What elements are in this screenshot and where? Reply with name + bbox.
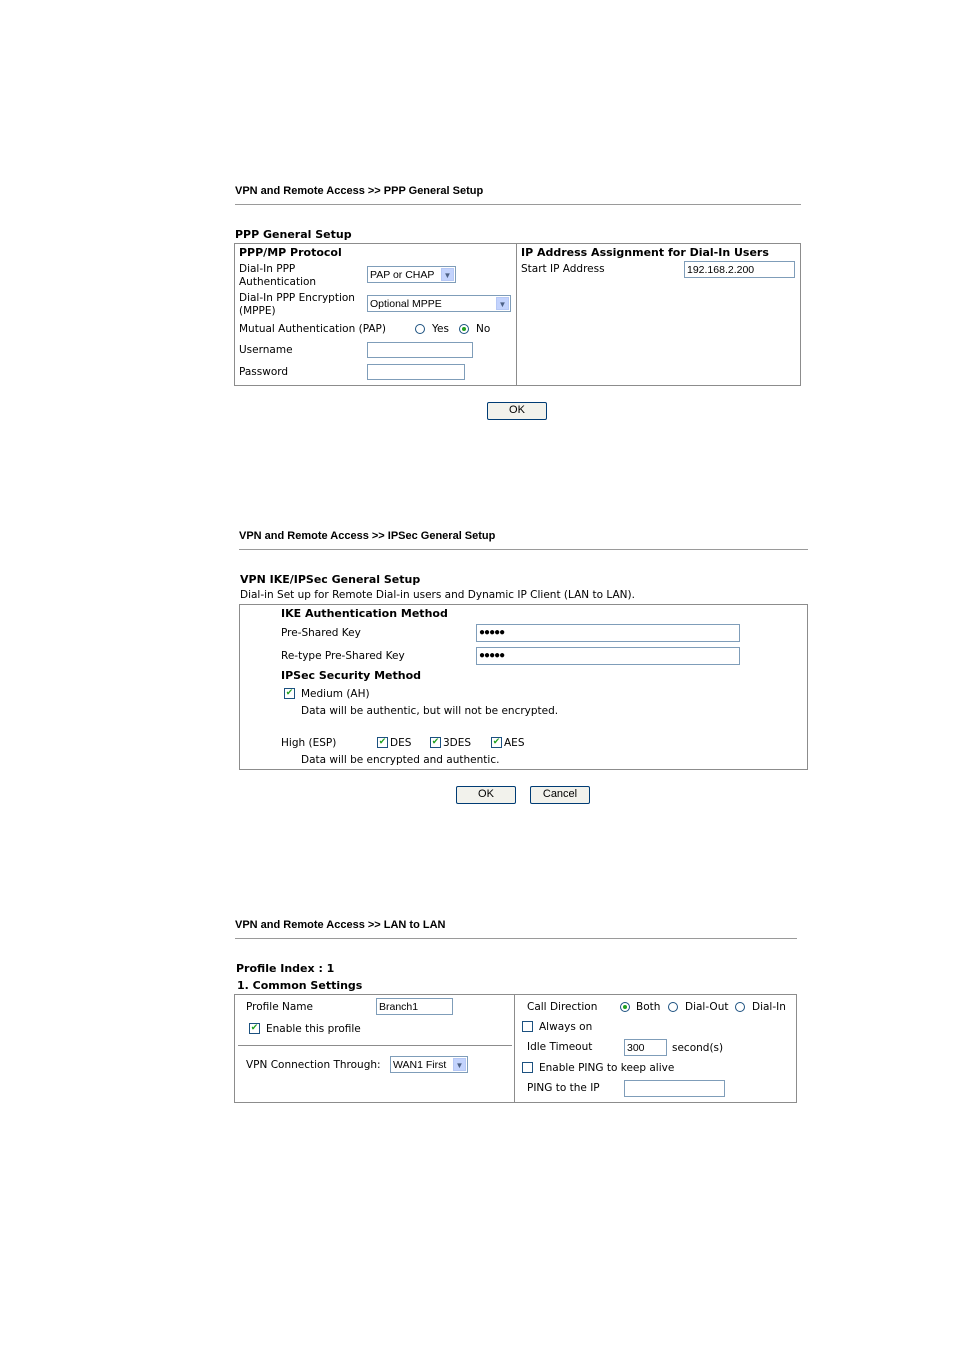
des-label: DES xyxy=(390,737,412,749)
breadcrumb: VPN and Remote Access >> PPP General Setup xyxy=(235,185,484,197)
start-ip-label: Start IP Address xyxy=(521,263,605,275)
auth-select-value: PAP or CHAP xyxy=(370,269,435,281)
no-label: No xyxy=(476,323,491,335)
call-direction-dialin-radio[interactable] xyxy=(735,1002,745,1012)
medium-ah-label: Medium (AH) xyxy=(301,688,370,700)
encryption-select-value: Optional MPPE xyxy=(370,298,442,310)
call-direction-both-radio[interactable] xyxy=(620,1002,630,1012)
section-title: PPP General Setup xyxy=(235,228,352,241)
row-divider xyxy=(238,1045,512,1046)
password-input[interactable] xyxy=(367,364,465,380)
ppp-protocol-header: PPP/MP Protocol xyxy=(239,246,342,259)
auth-label: Dial-In PPP xyxy=(239,263,296,275)
checkmark-icon: ✔ xyxy=(250,1023,259,1033)
chevron-down-icon: ▼ xyxy=(441,268,454,281)
profile-name-input[interactable]: Branch1 xyxy=(376,998,453,1015)
chevron-down-icon: ▼ xyxy=(496,297,509,310)
both-label: Both xyxy=(636,1001,661,1013)
divider xyxy=(239,549,808,550)
password-label: Password xyxy=(239,366,289,378)
enable-profile-label: Enable this profile xyxy=(266,1023,361,1035)
checkmark-icon: ✔ xyxy=(285,688,294,698)
dialin-label: Dial-In xyxy=(752,1001,786,1013)
seconds-label: second(s) xyxy=(672,1042,724,1054)
checkmark-icon: ✔ xyxy=(492,737,501,747)
always-on-label: Always on xyxy=(539,1021,593,1033)
aes-checkbox[interactable] xyxy=(491,737,502,748)
medium-ah-description: Data will be authentic, but will not be encrypted. xyxy=(301,705,559,717)
vpn-connection-label: VPN Connection Through: xyxy=(246,1059,381,1071)
start-ip-input[interactable]: 192.168.2.200 xyxy=(684,261,795,278)
retype-psk-label: Re-type Pre-Shared Key xyxy=(281,650,405,662)
always-on-checkbox[interactable] xyxy=(522,1021,533,1032)
vpn-connection-value: WAN1 First xyxy=(393,1059,447,1071)
encryption-select[interactable] xyxy=(367,295,511,312)
medium-ah-checkbox[interactable] xyxy=(284,688,295,699)
panel-divider xyxy=(516,243,517,386)
encryption-label-2: (MPPE) xyxy=(239,305,276,317)
mutual-auth-yes-radio[interactable] xyxy=(415,324,425,334)
3des-label: 3DES xyxy=(443,737,472,749)
mutual-auth-no-radio[interactable] xyxy=(459,324,469,334)
username-label: Username xyxy=(239,344,293,356)
idle-timeout-label: Idle Timeout xyxy=(527,1041,593,1053)
ping-ip-input[interactable] xyxy=(624,1080,725,1097)
ok-button[interactable]: OK xyxy=(456,786,516,804)
enable-ping-label: Enable PING to keep alive xyxy=(539,1062,675,1074)
enable-profile-checkbox[interactable] xyxy=(249,1023,260,1034)
enable-ping-checkbox[interactable] xyxy=(522,1062,533,1073)
dialout-label: Dial-Out xyxy=(685,1001,729,1013)
idle-timeout-input[interactable]: 300 xyxy=(624,1039,667,1056)
divider xyxy=(235,204,801,205)
auth-select[interactable] xyxy=(367,266,456,283)
breadcrumb: VPN and Remote Access >> LAN to LAN xyxy=(235,919,446,931)
section-description: Dial-in Set up for Remote Dial-in users and Dynamic IP Client (LAN to LAN). xyxy=(240,589,635,601)
mutual-auth-label: Mutual Authentication (PAP) xyxy=(239,323,386,335)
call-direction-dialout-radio[interactable] xyxy=(668,1002,678,1012)
cancel-button[interactable]: Cancel xyxy=(530,786,590,804)
ike-auth-header: IKE Authentication Method xyxy=(281,607,448,620)
chevron-down-icon: ▼ xyxy=(453,1058,466,1071)
ok-button[interactable]: OK xyxy=(487,402,547,420)
profile-name-label: Profile Name xyxy=(246,1001,313,1013)
des-checkbox[interactable] xyxy=(377,737,388,748)
aes-label: AES xyxy=(504,737,525,749)
ping-ip-label: PING to the IP xyxy=(527,1082,600,1094)
profile-index: Profile Index : 1 xyxy=(236,962,335,975)
auth-label-2: Authentication xyxy=(239,276,317,288)
vpn-connection-select[interactable] xyxy=(390,1056,468,1073)
psk-label: Pre-Shared Key xyxy=(281,627,361,639)
divider xyxy=(235,938,797,939)
common-settings-header: 1. Common Settings xyxy=(237,979,363,992)
retype-psk-input[interactable]: ●●●●● xyxy=(476,647,740,665)
panel-divider xyxy=(514,994,515,1103)
psk-input[interactable]: ●●●●● xyxy=(476,624,740,642)
yes-label: Yes xyxy=(432,323,449,335)
section-title: VPN IKE/IPSec General Setup xyxy=(240,573,421,586)
checkmark-icon: ✔ xyxy=(431,737,440,747)
ipsec-security-header: IPSec Security Method xyxy=(281,669,422,682)
checkmark-icon: ✔ xyxy=(378,737,387,747)
high-esp-label: High (ESP) xyxy=(281,737,337,749)
username-input[interactable] xyxy=(367,342,473,358)
breadcrumb: VPN and Remote Access >> IPSec General Setup xyxy=(239,530,496,542)
3des-checkbox[interactable] xyxy=(430,737,441,748)
high-esp-description: Data will be encrypted and authentic. xyxy=(301,754,500,766)
ip-assignment-header: IP Address Assignment for Dial-In Users xyxy=(521,246,769,259)
encryption-label: Dial-In PPP Encryption xyxy=(239,292,355,304)
call-direction-label: Call Direction xyxy=(527,1001,598,1013)
